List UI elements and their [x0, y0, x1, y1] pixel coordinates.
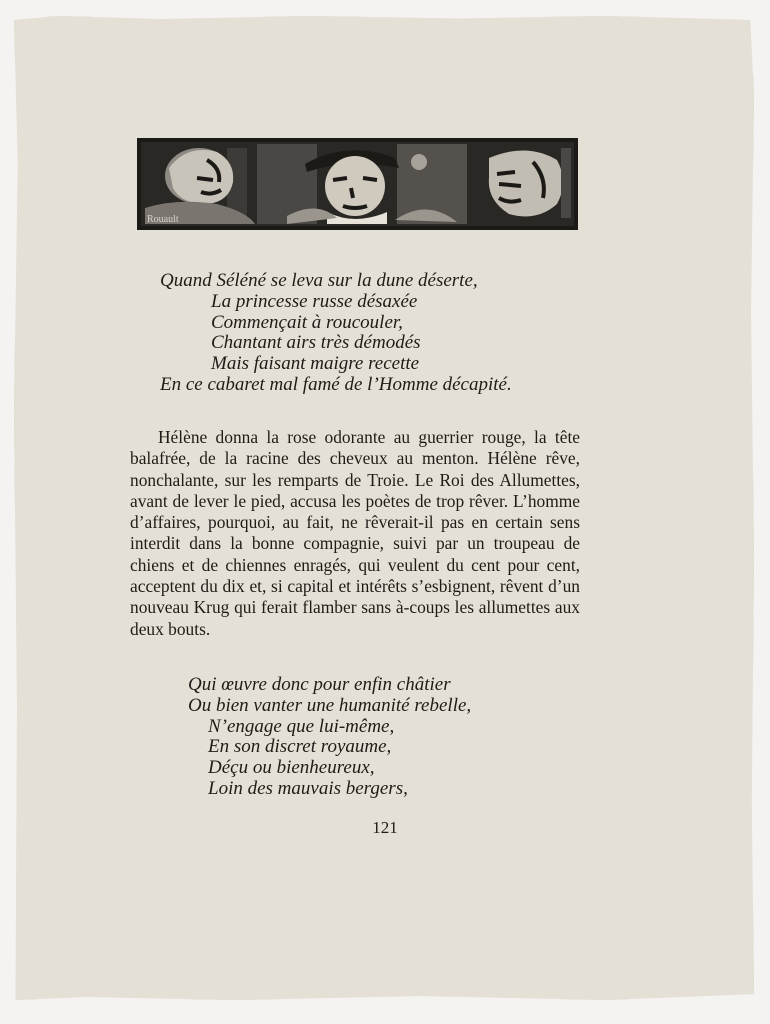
verse-line: N’engage que lui-même, — [208, 715, 395, 737]
verse-line: Chantant airs très démodés — [211, 332, 421, 354]
verse-line: Mais faisant maigre recette — [211, 353, 420, 375]
page-number: 121 — [372, 818, 398, 837]
verse-stanza-2 — [188, 675, 471, 800]
verse-stanza-1 — [160, 271, 512, 396]
verse-line: En son discret royaume, — [208, 736, 392, 758]
verse-line: Loin des mauvais bergers, — [208, 777, 408, 799]
verse-line: Qui œuvre donc pour enfin châtier — [188, 674, 451, 695]
verse-line: Commençait à roucouler, — [211, 311, 403, 333]
verse-line: En ce cabaret mal famé de l’Homme décapité. — [160, 373, 512, 395]
verse-line: Déçu ou bienheureux, — [208, 757, 375, 779]
illustration-signature: Rouault — [147, 214, 179, 225]
woodcut-three-faces-icon — [137, 138, 578, 230]
prose-paragraph: Hélène donna la rose odorante au guerrier rouge, la tête balafrée, de la racine des cheveux au menton. Hélène rêve, nonchalante, sur les remparts de Troie. Le Roi des Allumettes, avant de lever le pied, accusa les poètes de trop rêver. L’homme d’affaires, pourquoi, au fait, ne rêverait-il pas en certain sens interdit dans la bonne compagnie, suivi par un troupeau de chiens et de chiennes enragés, qui veulent du cent pour cent, acceptent du dix et, si capital et intérêts s’esbignent, rêvent d’un nouveau Krug qui ferait flamber sans à-coups les allumettes aux deux bouts. — [130, 427, 580, 639]
verse-line: La princesse russe désaxée — [211, 290, 418, 312]
verse-line: Ou bien vanter une humanité rebelle, — [188, 694, 472, 716]
woodcut-illustration — [137, 138, 578, 230]
verse-line: Quand Séléné se leva sur la dune déserte, — [160, 270, 478, 291]
